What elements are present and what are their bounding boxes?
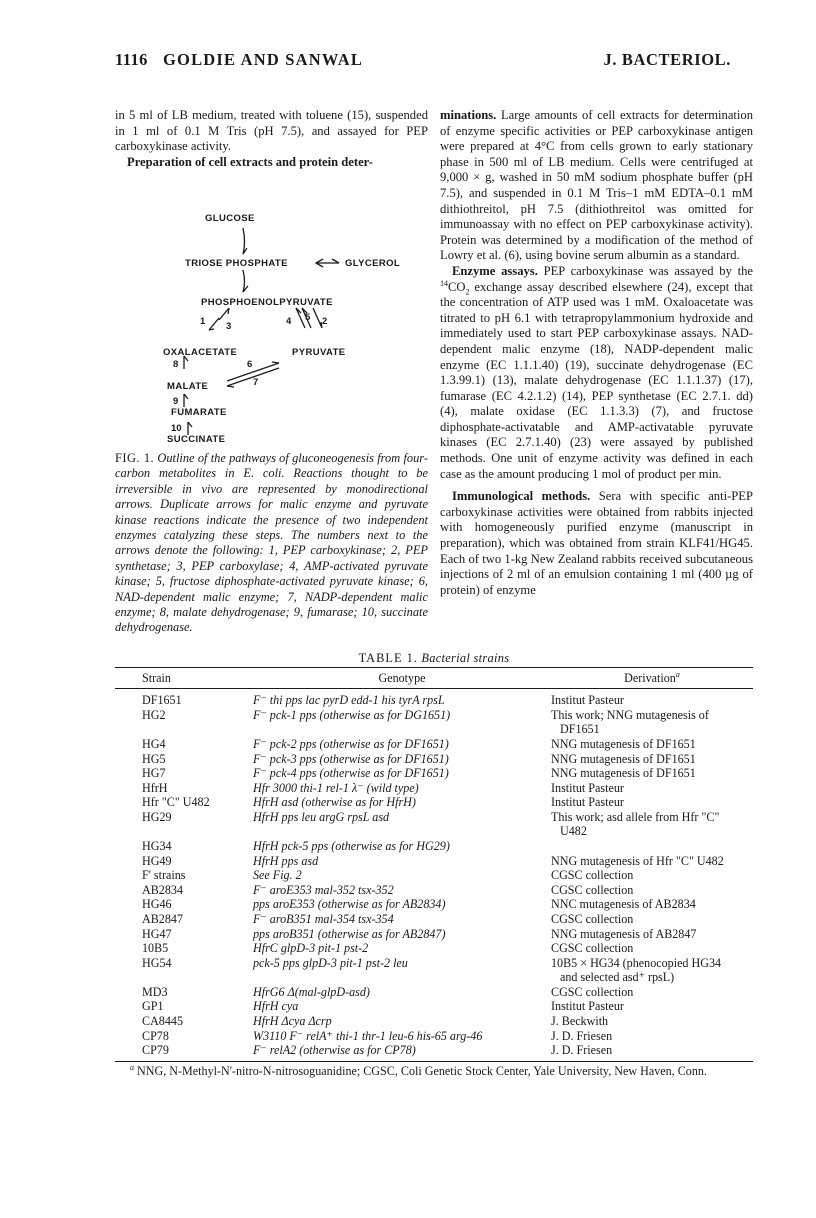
cell-genotype: HfrH pps leu argG rpsL asd (253, 809, 390, 824)
table-row (115, 737, 753, 752)
table-row (115, 985, 753, 1000)
derivation-line-2: DF1651 (560, 722, 600, 737)
cell-genotype: HfrC glpD-3 pit-1 pst-2 (253, 941, 369, 956)
derivation-line-1: 10B5 × HG34 (phenocopied HG34 (551, 955, 722, 970)
journal-name: J. BACTERIOL. (603, 50, 731, 69)
label-pyruvate: PYRUVATE (292, 347, 346, 358)
derivation-line-2: and selected asd⁺ rpsL) (560, 970, 675, 985)
cell-derivation (551, 708, 753, 737)
cell-genotype: HfrH asd (otherwise as for HfrH) (253, 795, 416, 810)
cell-derivation (551, 810, 753, 839)
table-row (115, 926, 753, 941)
label-fumarate: FUMARATE (171, 407, 227, 418)
num-1: 1 (200, 316, 206, 327)
num-4: 4 (286, 316, 292, 327)
cell-strain: Hfr "C" U482 (142, 795, 210, 810)
cell-genotype: Hfr 3000 thi-1 rel-1 λ⁻ (wild type) (253, 780, 419, 795)
table-row (115, 795, 753, 810)
cell-strain: GP1 (142, 999, 164, 1014)
cell-genotype: pps aroE353 (otherwise as for AB2834) (253, 897, 446, 912)
cell-derivation (551, 1014, 753, 1029)
arrow-fum-9 (184, 394, 188, 407)
label-oxalacetate: OXALACETATE (163, 347, 238, 358)
cell-derivation (551, 766, 753, 781)
num-10: 10 (171, 423, 182, 434)
label-phosphoenolpyruvate: PHOSPHOENOLPYRUVATE (201, 297, 333, 308)
cell-genotype: F⁻ pck-3 pps (otherwise as for DF1651) (253, 751, 449, 766)
cell-strain: HG34 (142, 838, 172, 853)
cell-strain: HG47 (142, 926, 172, 941)
table-row (115, 689, 753, 708)
arrow-ppc-3 (219, 308, 229, 320)
cell-strain: HG54 (142, 955, 172, 970)
arrow-glucose-triose (243, 228, 247, 254)
paragraph-enzyme-assays (440, 264, 753, 482)
label-succinate: SUCCINATE (167, 434, 226, 445)
cell-genotype: pck-5 pps glpD-3 pit-1 pst-2 leu (253, 955, 408, 970)
enzyme-text-c: exchange assay described elsewhere (24), except that the concentration of ATP used was 1 mM. Oxaloacetate was titrated to pH 6.1 with tetrapropylammonium hydroxide and immediately used to start PEP carboxykinase assays. NAD-dependent malic enzyme (18), NADP-dependent malic enzyme (EC 1.1.1.40) (19), succinate dehydrogenase (EC 1.3.99.1) (13), malate dehydrogenase (EC 1.1.1.37) (17), fumarase (EC 4.2.1.2) (14), PEP synthetase (EC 2.7.1. dd) (4), malate oxidase (EC 1.1.3.3) (7), and fructose diphosphate-activatable and AMP-activatable pyruvate kinases (EC 2.7.1.40) (23) were assayed by published methods. One unit of enzyme activity was defined in each case as the amount producing 1 mol of product per min. (440, 279, 753, 481)
derivation-line-1: J. D. Friesen (551, 1028, 613, 1043)
bacterial-strains-table (115, 667, 753, 1062)
table-row (115, 941, 753, 956)
isotope-superscript: 14 (440, 278, 448, 288)
table-body (115, 689, 753, 1061)
derivation-line-1: J. D. Friesen (551, 1043, 613, 1058)
table-row (115, 781, 753, 796)
cell-derivation (551, 956, 753, 985)
enzyme-text-a: PEP carboxykinase was assayed by the (543, 263, 753, 278)
derivation-line-1: Institut Pasteur (551, 795, 624, 810)
paragraph-immunological (440, 489, 753, 598)
table-row (115, 708, 753, 737)
co2-subscript: 2 (465, 287, 470, 297)
cell-derivation (551, 795, 753, 810)
immunological-text: Sera with specific anti-PEP carboxykinase activities were obtained from rabbits injected with homogeneously purified enzyme (manuscript in preparation), which was obtained from strain KLF41/HG45. Each of two 1-kg New Zealand rabbits received subcutaneous injections of 2 ml of an emulsion containing 1 ml (400 µg of protein) of enzyme (440, 489, 753, 597)
cell-strain: CP78 (142, 1028, 169, 1043)
cell-strain: 10B5 (142, 941, 169, 956)
paragraph-toluene: in 5 ml of LB medium, treated with toluene (15), suspended in 1 ml of 0.1 M Tris (pH 7.5), and assayed for PEP carboxykinase activity. (115, 108, 428, 154)
page-number: 1116 (115, 50, 148, 69)
derivation-line-1: NNC mutagenesis of AB2834 (551, 897, 696, 912)
derivation-line-1: CGSC collection (551, 882, 634, 897)
cell-genotype: F⁻ pck-2 pps (otherwise as for DF1651) (253, 737, 449, 751)
cell-strain: AB2834 (142, 882, 183, 897)
table-row (115, 766, 753, 781)
caption-text: Outline of the pathways of gluconeogenesis from four-carbon metabolites in E. coli. Reactions thought to be irreversible in vivo are represented by monodirectional arrows. Duplicate arrows for malic enzyme and pyruvate kinase reactions indicate the presence of two independent enzymes catalyzing these steps. The numbers next to the arrows denote the following: 1, PEP carboxykinase; 2, PEP synthetase; 3, PEP carboxylase; 4, AMP-activated pyruvate kinase; 5, fructose diphosphate-activated pyruvate kinase; 6, NAD-dependent malic enzyme; 7, NADP-dependent malic enzyme; 8, malate dehydrogenase; 9, fumarase; 10, succinate dehydrogenase. (115, 451, 428, 635)
table-row (115, 999, 753, 1014)
cell-derivation (551, 926, 753, 941)
arrow-pps-2 (313, 308, 322, 328)
derivation-line-1: NNG mutagenesis of DF1651 (551, 751, 696, 766)
cell-derivation (551, 781, 753, 796)
derivation-line-1: Institut Pasteur (551, 693, 624, 708)
cell-genotype: W3110 F⁻ relA⁺ thi-1 thr-1 leu-6 his-65 arg-46 (253, 1028, 483, 1043)
table-row (115, 868, 753, 883)
label-triose-phosphate: TRIOSE PHOSPHATE (185, 258, 288, 269)
caption-label: FIG. 1. (115, 451, 155, 465)
cell-derivation (551, 751, 753, 766)
cell-derivation (551, 839, 753, 854)
cell-strain: DF1651 (142, 693, 182, 708)
heading-preparation: Preparation of cell extracts and protein deter- (127, 154, 373, 169)
cell-genotype: pps aroB351 (otherwise as for AB2847) (253, 926, 446, 941)
derivation-line-1: This work; asd allele from Hfr "C" (551, 809, 720, 824)
cell-derivation (551, 999, 753, 1014)
figure-1-caption (115, 451, 428, 636)
table-row (115, 1043, 753, 1061)
cell-genotype: HfrH cya (253, 999, 299, 1014)
cell-derivation (551, 689, 753, 708)
cell-strain: HfrH (142, 780, 168, 795)
cell-strain: HG2 (142, 708, 166, 722)
cell-genotype: HfrH pps asd (253, 853, 319, 868)
derivation-line-1: NNG mutagenesis of Hfr "C" U482 (551, 853, 724, 868)
arrow-triose-glycerol (316, 259, 339, 267)
derivation-line-1: NNG mutagenesis of DF1651 (551, 737, 696, 751)
cell-genotype: F⁻ pck-1 pps (otherwise as for DG1651) (253, 708, 451, 722)
derivation-line-1: CGSC collection (551, 911, 634, 926)
cell-genotype: See Fig. 2 (253, 868, 302, 883)
col-header-genotype: Genotype (253, 668, 551, 689)
cell-derivation (551, 1028, 753, 1043)
num-3: 3 (226, 321, 232, 332)
cell-strain: HG29 (142, 809, 172, 824)
running-authors: GOLDIE AND SANWAL (163, 50, 364, 69)
left-column (115, 108, 428, 170)
num-2: 2 (322, 316, 328, 327)
cell-strain: MD3 (142, 984, 168, 999)
cell-genotype: F⁻ thi pps lac pyrD edd-1 his tyrA rpsL (253, 693, 445, 708)
cell-genotype: F⁻ aroB351 mal-354 tsx-354 (253, 911, 394, 926)
table-row (115, 853, 753, 868)
cell-strain: CA8445 (142, 1013, 183, 1028)
derivation-line-1: J. Beckwith (551, 1013, 609, 1028)
derivation-line-1: NNG mutagenesis of DF1651 (551, 766, 696, 781)
cell-strain: CP79 (115, 1043, 253, 1061)
table-1-title (115, 651, 753, 666)
derivation-line-1: CGSC collection (551, 941, 634, 956)
cell-strain: HG46 (142, 897, 172, 912)
cell-strain: HG4 (142, 737, 166, 751)
table-title-text: Bacterial strains (421, 651, 510, 665)
table-row (115, 883, 753, 898)
cell-derivation (551, 985, 753, 1000)
cell-genotype: HfrH Δcya Δcrp (253, 1013, 332, 1028)
cell-derivation (551, 1043, 753, 1061)
num-5: 5 (305, 312, 311, 323)
right-column (440, 108, 753, 598)
derivation-line-1: NNG mutagenesis of AB2847 (551, 926, 697, 941)
heading-preparation-cont: minations. (440, 108, 497, 122)
cell-derivation (551, 737, 753, 752)
figure-1-pathway-diagram (115, 204, 428, 448)
num-6: 6 (247, 359, 253, 370)
table-header-row (115, 668, 753, 689)
table-row (115, 956, 753, 985)
enzyme-text-b: CO (448, 279, 466, 294)
table-row (115, 751, 753, 766)
cell-derivation (551, 941, 753, 956)
table-row (115, 897, 753, 912)
cell-genotype: F⁻ pck-4 pps (otherwise as for DF1651) (253, 766, 449, 781)
preparation-text: Large amounts of cell extracts for determination of enzyme specific activities or PEP carboxykinase antigen were prepared at 4°C from cells grown to early stationary phase in 500 ml of LB medium. Cells were centrifuged at 9,000 × g, washed in 50 mM sodium phosphate buffer (pH 7.5), and suspended in 0.1 M Tris–1 mM EDTA–0.1 mM dithiothreitol, pH 7.5 (dithiothreitol was omitted for immunoassay with no effect on PEP carboxykinase activity). Protein was determined by a modification of the method of Lowry et al. (6), using bovine serum albumin as a standard. (440, 108, 754, 263)
arrow-triose-pep (243, 270, 248, 292)
derivation-line-1: This work; NNG mutagenesis of (551, 708, 709, 722)
cell-strain: F' strains (142, 868, 186, 883)
label-glycerol: GLYCEROL (345, 258, 401, 269)
derivation-line-1: Institut Pasteur (551, 999, 624, 1014)
page-header (115, 50, 731, 72)
col-header-footnote-mark: a (675, 669, 680, 679)
derivation-line-1: Institut Pasteur (551, 780, 624, 795)
table-row (115, 839, 753, 854)
col-header-derivation-text: Derivation (624, 671, 676, 685)
num-8: 8 (173, 359, 179, 370)
heading-immunological: Immunological methods. (452, 489, 591, 504)
cell-genotype: HfrG6 Δ(mal-glpD-asd) (253, 984, 370, 999)
cell-strain: HG5 (142, 751, 166, 766)
cell-genotype: F⁻ aroE353 mal-352 tsx-352 (253, 882, 394, 897)
num-9: 9 (173, 396, 179, 407)
col-header-strain: Strain (115, 668, 253, 689)
cell-genotype: F⁻ relA2 (otherwise as for CP78) (253, 1043, 551, 1061)
paragraph-preparation (440, 108, 753, 264)
cell-derivation (551, 853, 753, 868)
num-7: 7 (253, 377, 259, 388)
label-glucose: GLUCOSE (205, 213, 255, 224)
table-label: TABLE 1. (358, 651, 418, 665)
table-row (115, 810, 753, 839)
table-footnote (130, 1064, 753, 1079)
table-row (115, 1014, 753, 1029)
footnote-text: NNG, N-Methyl-N'-nitro-N-nitrosoguanidine; CGSC, Coli Genetic Stock Center, Yale University, New Haven, Conn. (137, 1064, 707, 1078)
label-malate: MALATE (167, 381, 209, 392)
cell-derivation (551, 912, 753, 927)
cell-strain: AB2847 (142, 911, 183, 926)
pathway-svg (115, 204, 428, 448)
arrow-pck-1 (209, 318, 219, 330)
cell-derivation (551, 897, 753, 912)
cell-strain: HG7 (142, 766, 166, 781)
cell-derivation (551, 883, 753, 898)
cell-strain: HG49 (142, 853, 172, 868)
derivation-line-1: CGSC collection (551, 868, 634, 883)
heading-enzyme-assays: Enzyme assays. (452, 263, 538, 278)
footnote-mark: a (130, 1062, 134, 1072)
derivation-line-2: U482 (560, 824, 587, 839)
col-header-derivation (551, 668, 753, 689)
cell-derivation (551, 868, 753, 883)
table-row (115, 912, 753, 927)
cell-genotype: HfrH pck-5 pps (otherwise as for HG29) (253, 838, 450, 853)
table-row (115, 1028, 753, 1043)
derivation-line-1: CGSC collection (551, 984, 634, 999)
